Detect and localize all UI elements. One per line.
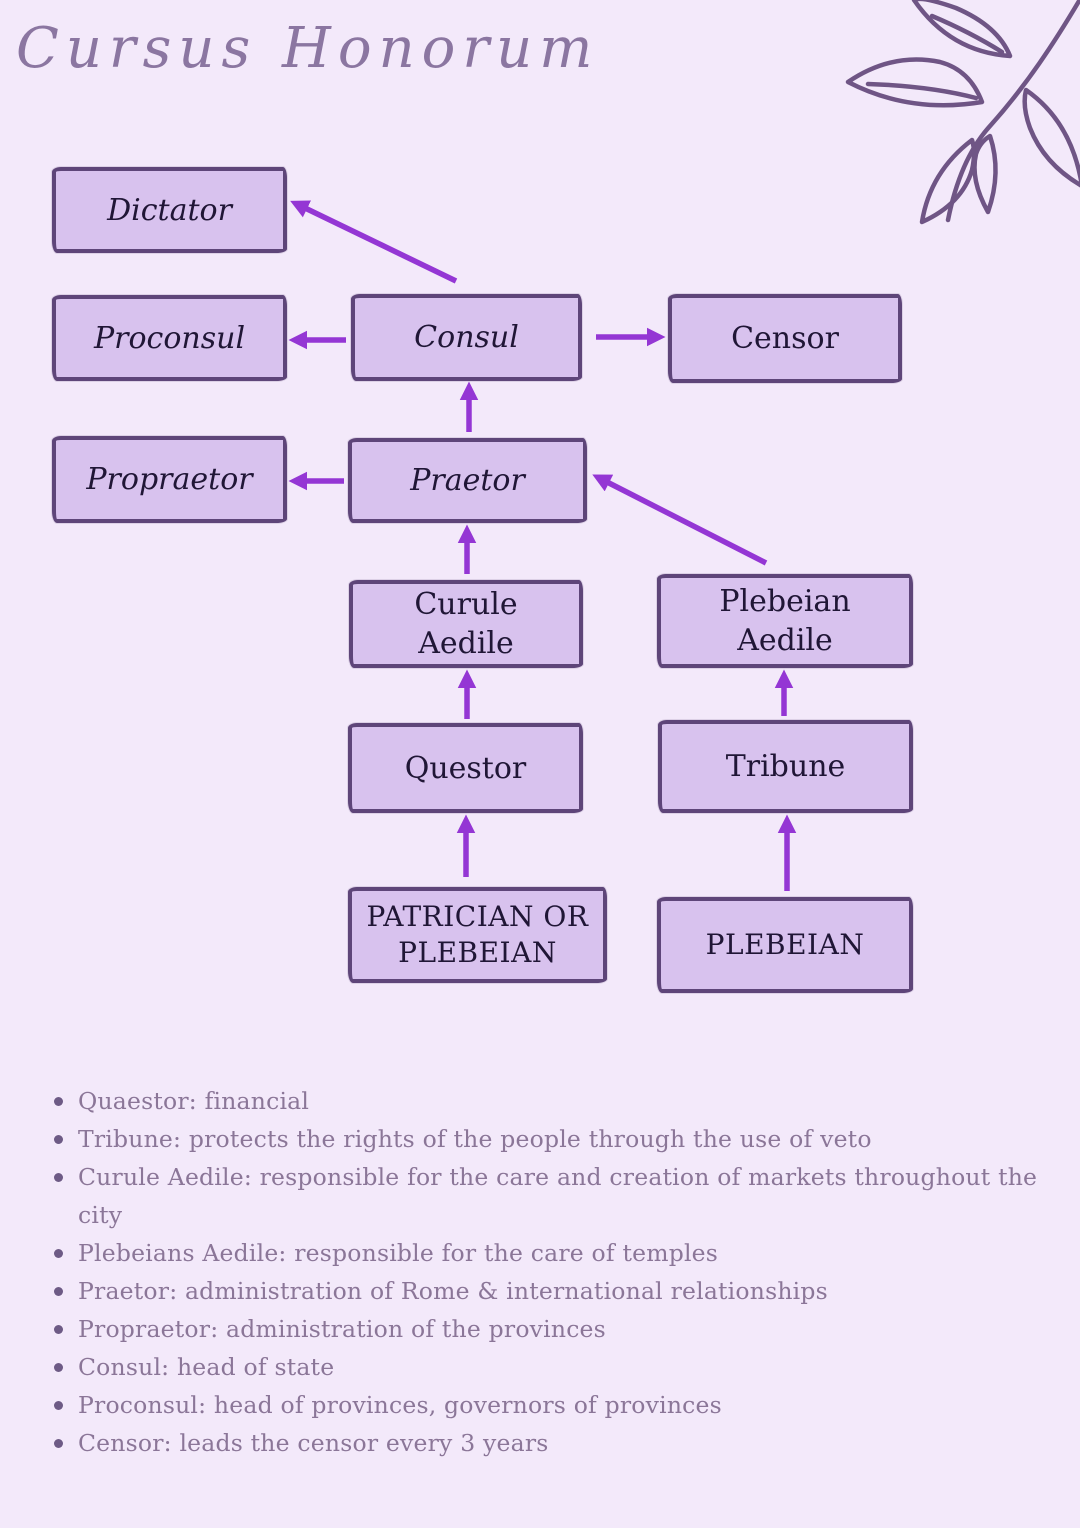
node-label: Praetor <box>410 463 525 498</box>
leaf-decoration-icon <box>830 0 1080 230</box>
node-proconsul <box>52 295 287 381</box>
node-label: PATRICIAN OR PLEBEIAN <box>366 899 589 969</box>
node-label: Propraetor <box>86 462 253 497</box>
node-tribune <box>658 720 913 813</box>
node-curule-aedile <box>349 580 583 668</box>
note-item: Proconsul: head of provinces, governors of provinces <box>52 1386 1042 1424</box>
node-label: Dictator <box>107 192 232 228</box>
node-dictator <box>52 167 287 253</box>
note-item: Tribune: protects the rights of the people through the use of veto <box>52 1120 1042 1158</box>
node-label: Consul <box>414 320 519 355</box>
note-item: Plebeians Aedile: responsible for the care of temples <box>52 1234 1042 1272</box>
node-patrician-or-plebeian <box>348 887 607 983</box>
node-questor <box>348 723 583 813</box>
node-praetor <box>348 438 587 523</box>
node-plebeian <box>657 897 913 993</box>
node-propraetor <box>52 436 287 523</box>
note-item: Quaestor: financial <box>52 1082 1042 1120</box>
legend-notes <box>52 1082 1042 1462</box>
node-label: Censor <box>731 321 839 356</box>
note-item: Censor: leads the censor every 3 years <box>52 1424 1042 1462</box>
node-plebeian-aedile <box>657 574 913 668</box>
note-item: Praetor: administration of Rome & international relationships <box>52 1272 1042 1310</box>
note-item: Consul: head of state <box>52 1348 1042 1386</box>
node-label: Tribune <box>725 749 846 784</box>
node-label: PLEBEIAN <box>705 927 865 961</box>
note-item: Curule Aedile: responsible for the care and creation of markets throughout the city <box>52 1158 1042 1234</box>
node-consul <box>351 294 582 381</box>
node-label: Questor <box>404 750 527 786</box>
node-label: Plebeian Aedile <box>719 584 851 658</box>
arrow-plebeian-aedile-to-praetor <box>607 482 766 563</box>
node-censor <box>668 294 902 383</box>
note-item: Propraetor: administration of the provinces <box>52 1310 1042 1348</box>
page-title: Cursus Honorum <box>16 16 600 81</box>
node-label: Curule Aedile <box>414 587 518 661</box>
node-label: Proconsul <box>93 320 246 356</box>
arrow-consul-to-dictator <box>305 208 456 281</box>
